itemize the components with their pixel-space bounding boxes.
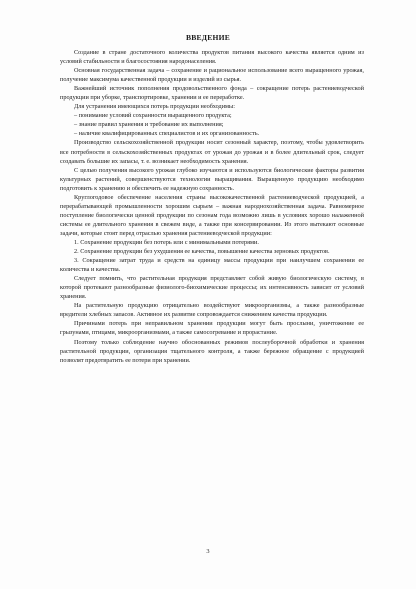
paragraph: Круглогодовое обеспечение населения страны высококачественной растениеводческой продукцией, а перерабатывающей промышленности хорошим сырьем – важная народнохозяйственная задача. Равномерное поступление биологически ценной продукции по сезонам года возможно лишь в условиях хорошо налаженной системы ее длительного хранения в свежем виде, а также при консервировании. Из этого вытекают основные задачи, которые стоят перед отраслью хранения растениеводческой продукции: bbox=[60, 193, 364, 237]
paragraph: Основная государственная задача – сохранение и рациональное использование всего выращенного урожая, получение максимума качественной продукции и изделий из сырья. bbox=[60, 67, 364, 84]
page-title: ВВЕДЕНИЕ bbox=[186, 33, 230, 42]
list-item: 2. Сохранение продукции без ухудшения ее качества, повышение качества зерновых продуктов. bbox=[74, 248, 330, 256]
page-number: 3 bbox=[206, 548, 210, 555]
list-item: – наличие квалифицированных специалистов и их организованность. bbox=[74, 130, 260, 138]
paragraph: С целью получения высокого урожая глубоко изучаются и используются биологические факторы развития культурных растений, совершенствуются технологии выращивания. Выращенную продукцию необходимо подготовить к хранению и обеспечить ее надежную сохранность. bbox=[60, 166, 364, 192]
list-item: 3. Сокращение затрат труда и средств на единицу массы продукции при наилучшем сохранении ее количества и качества. bbox=[60, 257, 364, 274]
list-item: – знание правил хранения и требование их выполнения; bbox=[74, 121, 224, 129]
document-body bbox=[60, 48, 364, 365]
list-item: – понимание условий сохранности выращенного продукта; bbox=[74, 112, 232, 120]
paragraph: Для устранения имеющихся потерь продукции необходимы: bbox=[74, 103, 235, 111]
paragraph: Создание в стране достаточного количества продуктов питания высокого качества является одним из условий стабильности и благосостояния народонаселения. bbox=[60, 49, 364, 66]
paragraph: Следует помнить, что растительная продукция представляет собой живую биологическую систему, в которой протекают разнообразные физиолого-биохимические процессы; их интенсивность зависит от условий хранения. bbox=[60, 275, 364, 301]
paragraph: Поэтому только соблюдение научно обоснованных режимов послеуборочной обработки и хранения растительной продукции, организация тщательного контроля, а также бережное обращение с продукцией позволят предотвратить ее потери при хранении. bbox=[60, 338, 364, 364]
paragraph: Производство сельскохозяйственной продукции носит сезонный характер, поэтому, чтобы удовлетворить все потребности в сельскохозяйственных продуктах от урожая до урожая и в более длительный срок, следует создавать большие их запасы, т. е. возникает необходимость хранения. bbox=[60, 139, 364, 165]
paragraph: На растительную продукцию отрицательно воздействуют микроорганизмы, а также разнообразные вредители хлебных запасов. Активное их развитие сопровождается снижением качества продукции. bbox=[60, 302, 364, 319]
list-item: 1. Сохранение продукции без потерь или с минимальными потерями. bbox=[74, 238, 259, 246]
paragraph: Важнейший источник пополнения продовольственного фонда – сокращение потерь растениеводческой продукции при уборке, транспортировке, хранении и ее переработке. bbox=[60, 85, 364, 102]
paragraph: Причинами потерь при неправильном хранении продукции могут быть прослыни, уничтожение ее грызунами, птицами, микроорганизмами, а также самосогревание и прорастание. bbox=[60, 320, 364, 337]
